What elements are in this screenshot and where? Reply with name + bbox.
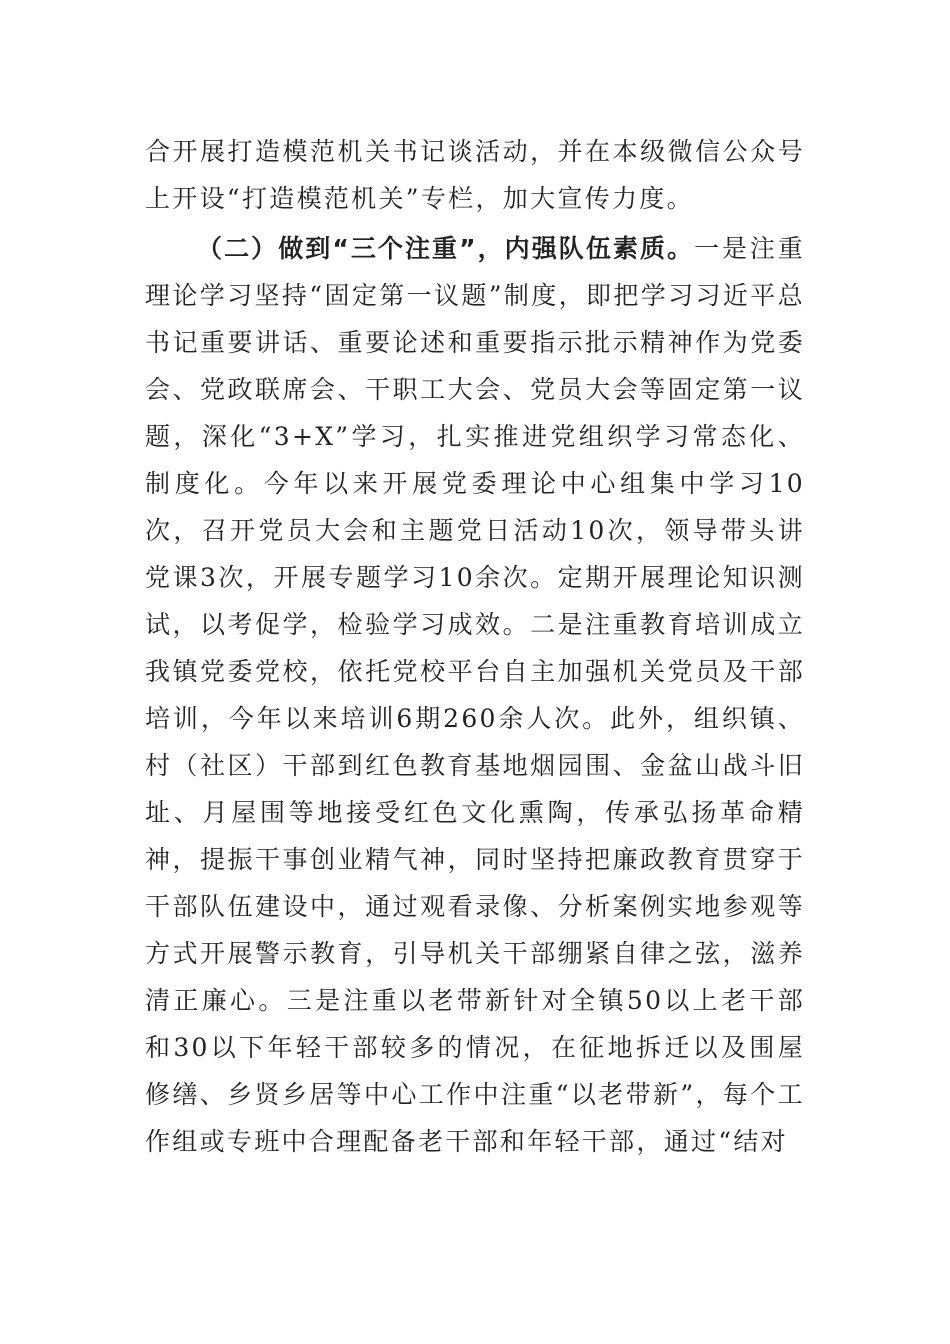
section-body-text: 一是注重理论学习坚持“固定第一议题”制度，即把学习习近平总书记重要讲话、重要论述和重要指示批示精神作为党委会、党政联席会、干职工大会、党员大会等固定第一议题，深化“3+X”学习，扎实推进党组织学习常态化、制度化。今年以来开展党委理论中心组集中学习10次，召开党员大会和主题党日活动10次，领导带头讲党课3次，开展专题学习10余次。定期开展理论知识测试，以考促学，检验学习成效。二是注重教育培训成立我镇党委党校，依托党校平台自主加强机关党员及干部培训，今年以来培训6期260余人次。此外，组织镇、村（社区）干部到红色教育基地烟园围、金盆山战斗旧址、月屋围等地接受红色文化熏陶，传承弘扬革命精神，提振干事创业精气神，同时坚持把廉政教育贯穿于干部队伍建设中，通过观看录像、分析案例实地参观等方式开展警示教育，引导机关干部绷紧自律之弦，滋养清正廉心。三是注重以老带新针对全镇50以上老干部和30以下年轻干部较多的情况，在征地拆迁以及围屋修缮、乡贤乡居等中心工作中注重“以老带新”，每个工作组或专班中合理配备老干部和年轻干部，通过“结对: [145, 234, 805, 1156]
paragraph-continued: 合开展打造模范机关书记谈活动，并在本级微信公众号上开设“打造模范机关”专栏，加大宣传力度。: [145, 137, 805, 213]
section-heading: （二）做到“三个注重”，内强队伍素质。: [197, 234, 695, 263]
document-body: [145, 128, 805, 1165]
paragraph-section-two: [145, 225, 805, 1165]
